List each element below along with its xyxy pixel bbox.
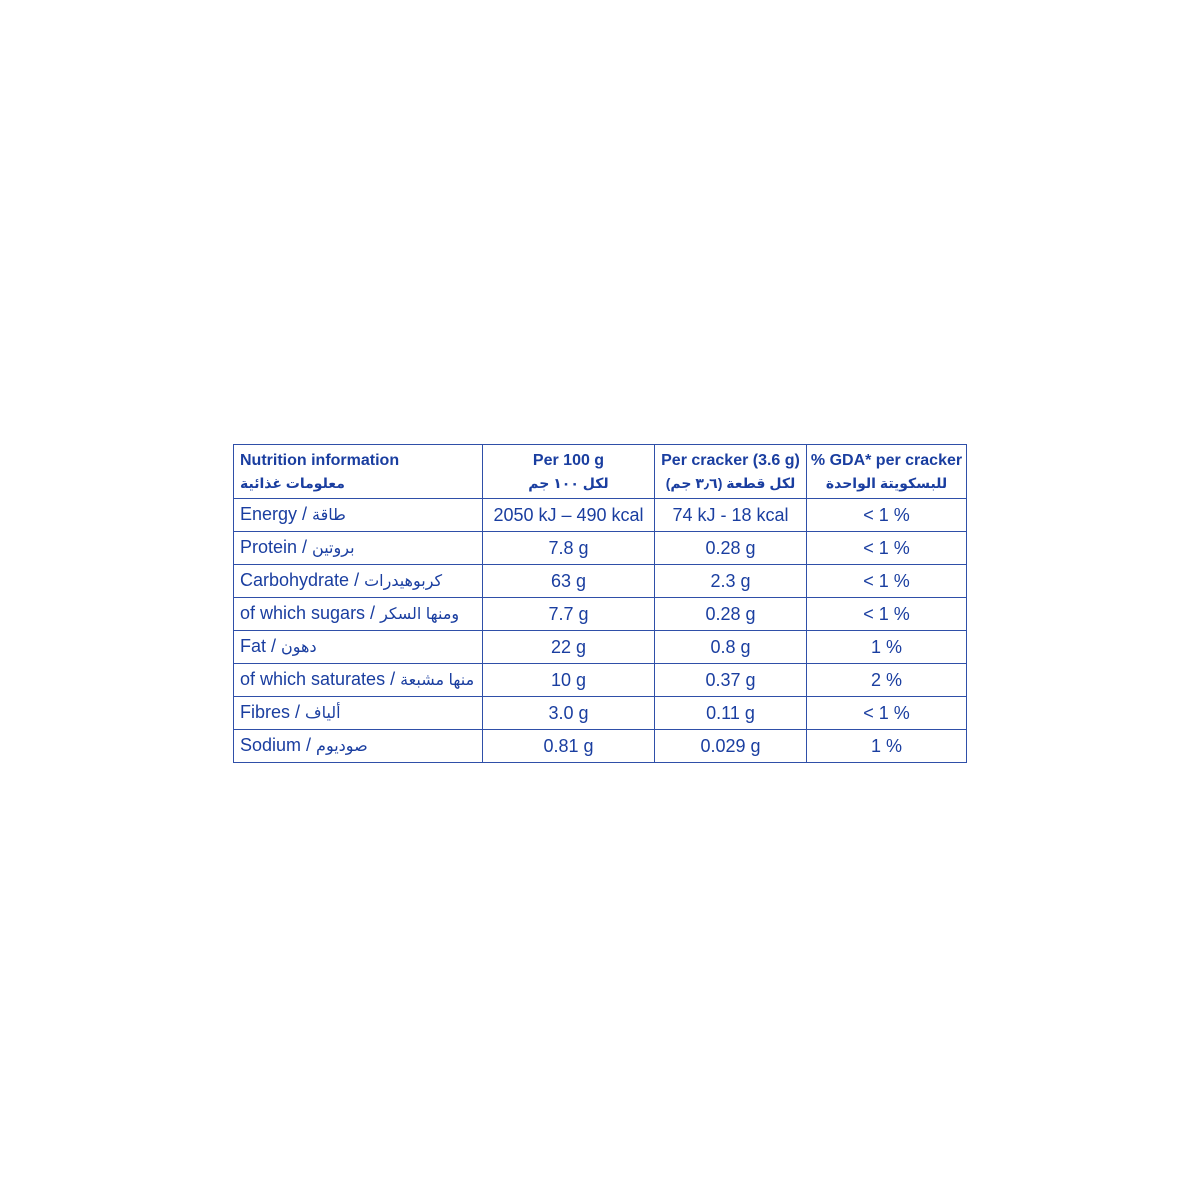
- table-row: [234, 532, 967, 565]
- row-label-en: Carbohydrate /: [240, 570, 365, 590]
- row-label-ar: بروتين: [312, 540, 355, 557]
- cell-gda: < 1 %: [807, 499, 967, 532]
- row-label-en: Protein /: [240, 537, 313, 557]
- row-label: [234, 565, 483, 598]
- header-label-en: Per cracker (3.6 g): [661, 451, 800, 469]
- row-label-ar: كربوهيدرات: [364, 573, 443, 590]
- header-per-100g: [483, 445, 655, 499]
- table-row: [234, 730, 967, 763]
- cell-per-100g: 3.0 g: [483, 697, 655, 730]
- table-row: [234, 664, 967, 697]
- row-label: [234, 697, 483, 730]
- cell-per-100g: 7.8 g: [483, 532, 655, 565]
- table-row: [234, 565, 967, 598]
- header-label-en: Per 100 g: [532, 451, 605, 469]
- cell-per-cracker: 0.28 g: [655, 598, 807, 631]
- row-label-ar: طاقة: [312, 507, 346, 524]
- cell-per-cracker: 0.11 g: [655, 697, 807, 730]
- cell-per-100g: 63 g: [483, 565, 655, 598]
- cell-gda: 2 %: [807, 664, 967, 697]
- row-label-ar: ألياف: [305, 705, 341, 722]
- table-row: [234, 499, 967, 532]
- table-row: [234, 697, 967, 730]
- row-label: [234, 664, 483, 697]
- cell-per-100g: 0.81 g: [483, 730, 655, 763]
- cell-per-100g: 2050 kJ – 490 kcal: [483, 499, 655, 532]
- row-label-en: Sodium /: [240, 735, 317, 755]
- cell-per-cracker: 0.8 g: [655, 631, 807, 664]
- row-label-en: Fat /: [240, 636, 282, 656]
- cell-gda: 1 %: [807, 730, 967, 763]
- row-label-en: of which saturates /: [240, 669, 401, 689]
- row-label-en: Energy /: [240, 504, 313, 524]
- cell-gda: < 1 %: [807, 565, 967, 598]
- cell-per-100g: 10 g: [483, 664, 655, 697]
- cell-gda: 1 %: [807, 631, 967, 664]
- cell-per-100g: 7.7 g: [483, 598, 655, 631]
- header-label-en: Nutrition information: [240, 451, 400, 469]
- header-gda-per-cracker: [807, 445, 967, 499]
- header-label-ar: معلومات غذائية: [240, 474, 345, 491]
- row-label-en: Fibres /: [240, 702, 306, 722]
- header-nutrition-information: [234, 445, 483, 499]
- header-label-ar: لكل ١٠٠ جم: [528, 474, 609, 491]
- header-label-en: % GDA* per cracker: [810, 451, 963, 469]
- header-per-cracker: [655, 445, 807, 499]
- table-row: [234, 598, 967, 631]
- cell-per-cracker: 74 kJ - 18 kcal: [655, 499, 807, 532]
- cell-per-cracker: 0.28 g: [655, 532, 807, 565]
- cell-per-cracker: 0.37 g: [655, 664, 807, 697]
- cell-gda: < 1 %: [807, 697, 967, 730]
- header-label-ar: لكل قطعة (٣٫٦ جم): [665, 474, 796, 491]
- row-label: [234, 532, 483, 565]
- cell-per-cracker: 0.029 g: [655, 730, 807, 763]
- row-label: [234, 598, 483, 631]
- row-label-ar: دهون: [281, 639, 317, 656]
- cell-gda: < 1 %: [807, 598, 967, 631]
- row-label-en: of which sugars /: [240, 603, 381, 623]
- cell-per-100g: 22 g: [483, 631, 655, 664]
- header-row: [234, 445, 967, 499]
- nutrition-table: [233, 444, 967, 763]
- table-row: [234, 631, 967, 664]
- row-label: [234, 631, 483, 664]
- row-label-ar: صوديوم: [316, 738, 368, 755]
- cell-per-cracker: 2.3 g: [655, 565, 807, 598]
- cell-gda: < 1 %: [807, 532, 967, 565]
- row-label-ar: ومنها السكر: [380, 606, 460, 623]
- row-label: [234, 499, 483, 532]
- header-label-ar: للبسكويتة الواحدة: [825, 474, 948, 491]
- row-label: [234, 730, 483, 763]
- row-label-ar: منها مشبعة: [400, 672, 475, 689]
